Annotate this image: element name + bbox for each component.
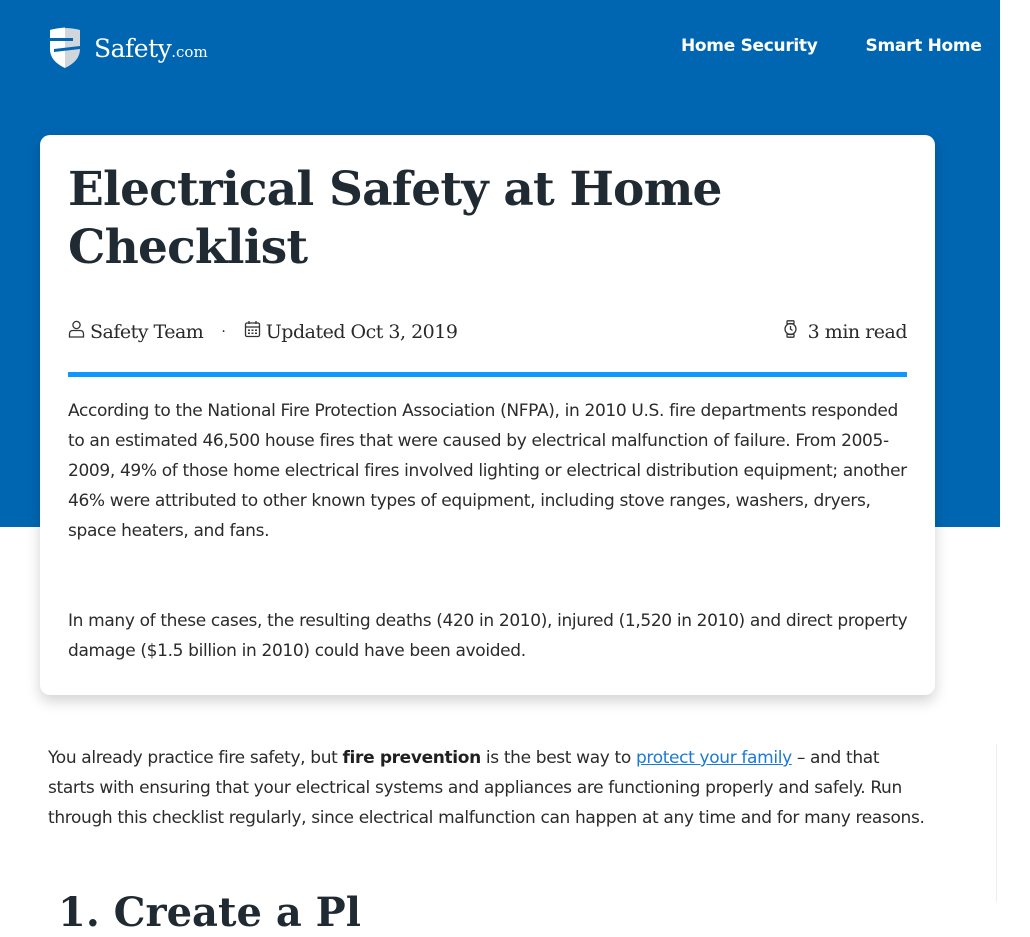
sidebar-edge: [996, 744, 1000, 902]
fire-prevention-emphasis: fire prevention: [342, 748, 481, 768]
read-time: 3 min read: [807, 320, 907, 343]
section-heading-partial: 1. Create a Pl: [58, 889, 361, 936]
nav-smart-home[interactable]: Smart Home: [865, 36, 982, 56]
intro-paragraph-2: In many of these cases, the resulting deaths (420 in 2010), injured (1,520 in 2010) and direct property damage ($1.5 billion in 2010) could have been avoided.: [68, 611, 908, 661]
article-meta: [68, 320, 907, 350]
logo-link[interactable]: [48, 27, 208, 69]
main-nav: [681, 36, 1030, 56]
calendar-icon: [244, 320, 266, 343]
top-navigation: [0, 0, 1000, 96]
user-icon: [68, 320, 90, 343]
protect-your-family-link[interactable]: protect your family: [635, 748, 792, 768]
page-title: Electrical Safety at Home Checklist: [68, 162, 722, 275]
article-header-card: [40, 135, 935, 695]
logo-text: Safety.com: [94, 33, 208, 63]
watch-icon: [782, 320, 808, 343]
body-paragraph: You already practice fire safety, but fire prevention is the best way to protect your family – and that starts with ensuring that your electrical systems and appliances are functioning properly and safely. Run through this checklist regularly, since electrical malfunction can happen at any time and for many reasons.: [48, 748, 925, 828]
meta-separator: ·: [221, 323, 226, 340]
nav-home-security[interactable]: Home Security: [681, 36, 818, 56]
updated-date: Updated Oct 3, 2019: [265, 320, 458, 343]
author-name[interactable]: Safety Team: [90, 320, 204, 343]
intro-paragraph-1: According to the National Fire Protection Association (NFPA), in 2010 U.S. fire departments responded to an estimated 46,500 house fires that were caused by electrical malfunction of failure. From 2005-2009, 49% of those home electrical fires involved lighting or electrical distribution equipment; another 46% were attributed to other known types of equipment, including stove ranges, washers, dryers, space heaters, and fans.: [68, 401, 907, 541]
accent-divider: [68, 372, 907, 377]
shield-icon: [48, 27, 82, 69]
